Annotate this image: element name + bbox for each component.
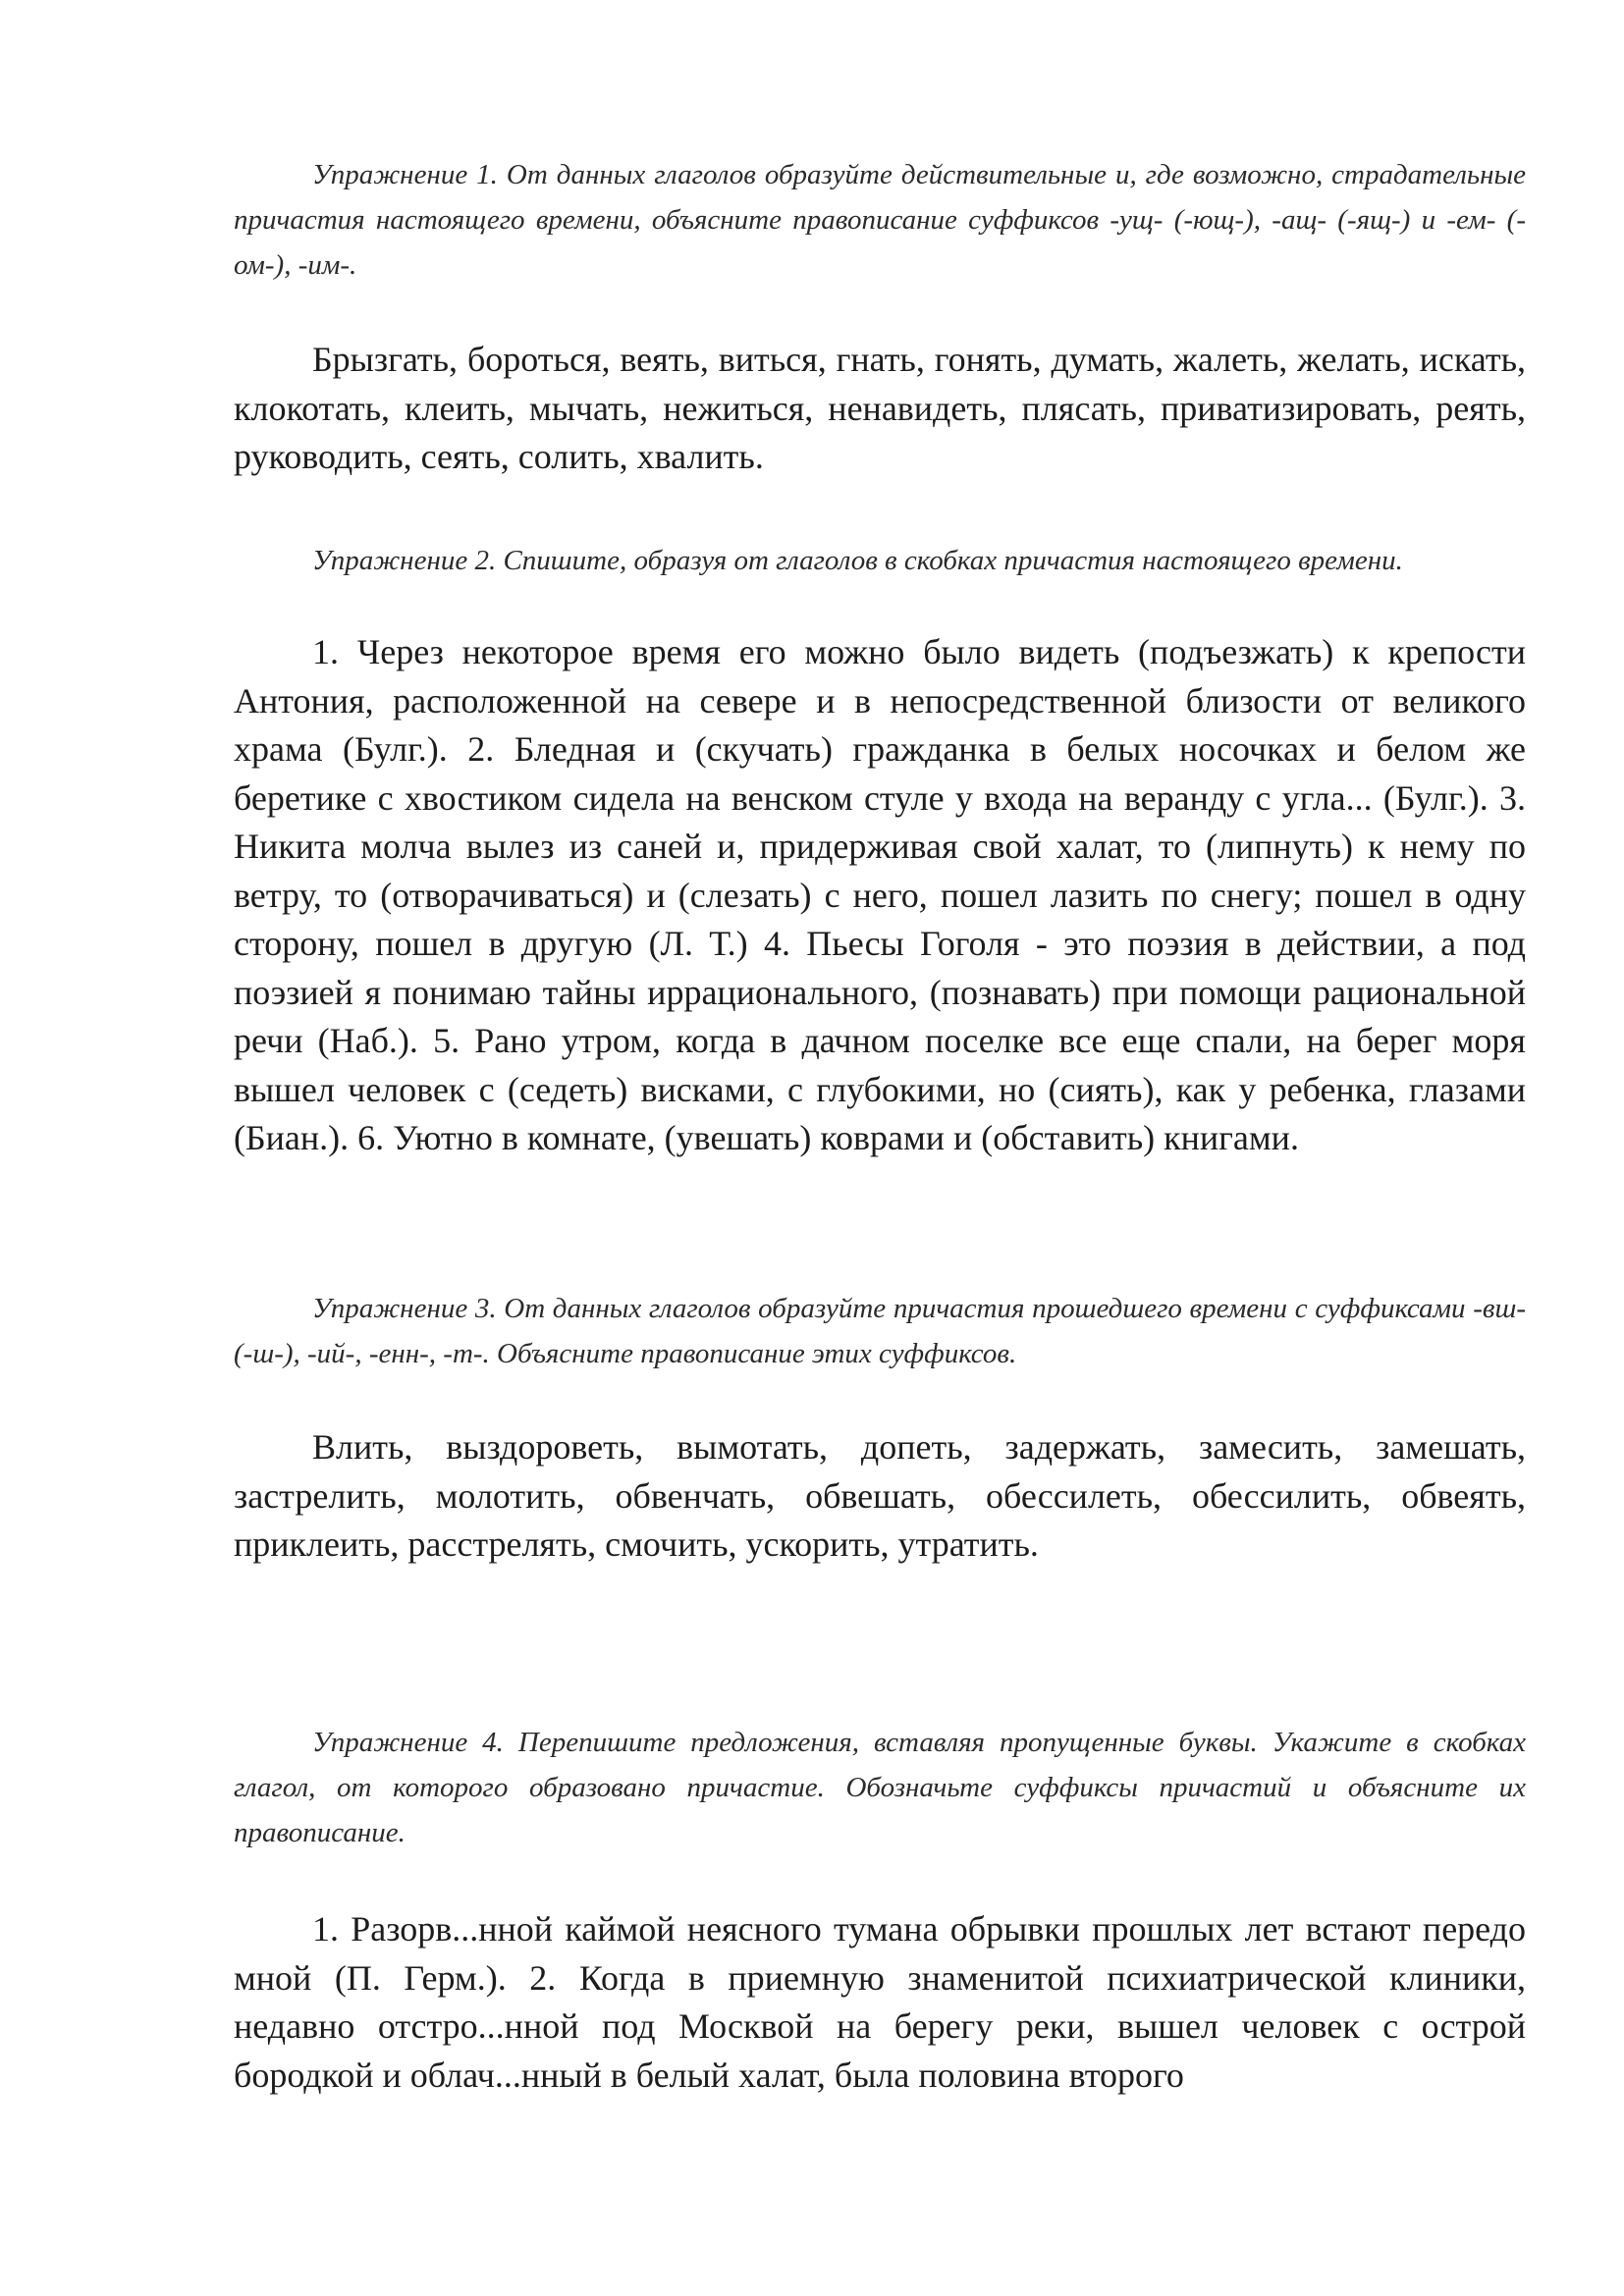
exercise-1-word-list: Брызгать, бороться, веять, виться, гнать, гонять, думать, жалеть, желать, искать, клокотать, клеить, мычать, нежиться, ненавидеть, плясать, приватизировать, реять, руководить, сеять, солить, хвалить. (234, 340, 1526, 476)
exercise-4-sentences: 1. Разорв...нной каймой неясного тумана обрывки прошлых лет встают передо мной (П. Герм.). 2. Когда в приемную знаменитой психиатрической клиники, недавно отстро...нной под Москвой на берегу реки, вышел человек с острой бородкой и облач...нный в белый халат, была половина второго (234, 1909, 1526, 2095)
exercise-1-instructions: Упражнение 1. От данных глаголов образуйте действительные и, где возможно, страдательные причастия настоящего времени, объясните правописание суффиксов -ущ- (-ющ-), -ащ- (-ящ-) и -ем- (-ом-), -им-. (234, 159, 1526, 281)
exercise-3-word-list: Влить, выздороветь, вымотать, допеть, задержать, замесить, замешать, застрелить, молотить, обвенчать, обвешать, обессилеть, обессилить, обвеять, приклеить, расстрелять, смочить, ускорить, утратить. (234, 1427, 1526, 1564)
exercise-2-instructions: Упражнение 2. Спишите, образуя от глаголов в скобках причастия настоящего времени. (312, 545, 1403, 576)
exercise-3-instructions: Упражнение 3. От данных глаголов образуйте причастия прошедшего времени с суффиксами -вш- (-ш-), -ий-, -енн-, -т-. Объясните правописание этих суффиксов. (234, 1293, 1526, 1369)
exercise-2-sentences: 1. Через некоторое время его можно было видеть (подъезжать) к крепости Антония, расположенной на севере и в непосредственной близости от великого храма (Булг.). 2. Бледная и (скучать) гражданка в белых носочках и белом же беретике с хвостиком сидела на венском стуле у входа на веранду с угла... (Булг.). 3. Никита молча вылез из саней и, придерживая свой халат, то (липнуть) к нему по ветру, то (отворачиваться) и (слезать) с него, пошел лазить по снегу; пошел в одну сторону, пошел в другую (Л. Т.) 4. Пьесы Гоголя - это поэзия в действии, а под поэзией я понимаю тайны иррационального, (познавать) при помощи рациональной речи (Наб.). 5. Рано утром, когда в дачном поселке все еще спали, на берег моря вышел человек с (седеть) висками, с глубокими, но (сиять), как у ребенка, глазами (Биан.). 6. Уютно в комнате, (увешать) коврами и (обставить) книгами. (234, 632, 1526, 1157)
exercise-4-instructions: Упражнение 4. Перепишите предложения, вставляя пропущенные буквы. Укажите в скобках глагол, от которого образовано причастие. Обозначьте суффиксы причастий и объясните их правописание. (234, 1727, 1526, 1848)
